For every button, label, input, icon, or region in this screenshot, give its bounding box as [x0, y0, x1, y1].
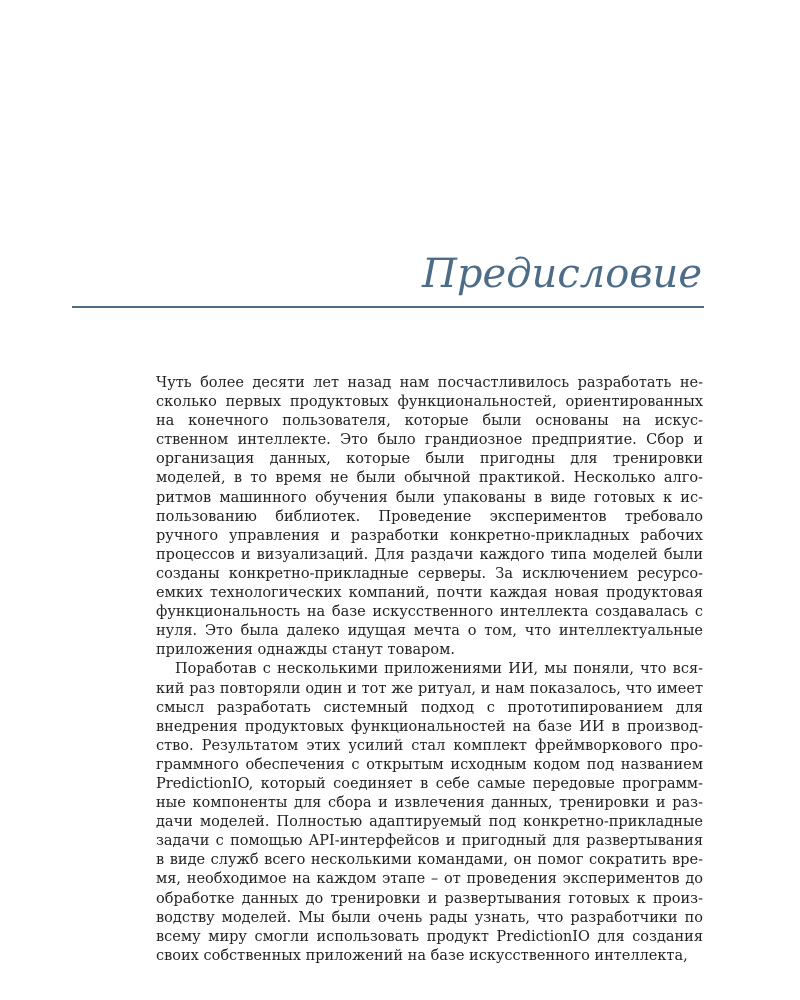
chapter-title: Предисловие	[422, 251, 702, 297]
title-divider	[72, 306, 704, 308]
body-text	[156, 374, 703, 966]
paragraph-1: Чуть более десяти лет назад нам посчастливилось разработать несколько первых продуктовых функциональностей, ориентированных на конечного пользователя, которые были основаны на искусственном интеллекте. Это было грандиозное предприятие. Сбор и организация данных, которые были пригодны для тренировки моделей, в то время не были обычной практикой. Несколько алгоритмов машинного обучения были упакованы в виде готовых к использованию библиотек. Проведение экспериментов требовало ручного управления и разработки конкретно-прикладных рабочих процессов и визуализаций. Для раздачи каждого типа моделей были созданы конкретно-прикладные серверы. За исключением ресурсоемких технологических компаний, почти каждая новая продуктовая функциональность на базе искусственного интеллекта создавалась с нуля. Это была далеко идущая мечта о том, что интеллектуальные приложения однажды станут товаром.	[156, 375, 703, 659]
paragraph-2: Поработав с несколькими приложениями ИИ, мы поняли, что всякий раз повторяли один и тот же ритуал, и нам показалось, что имеет смысл разработать системный подход с прототипированием для внедрения продуктовых функциональностей на базе ИИ в производство. Результатом этих усилий стал комплект фреймворкового программного обеспечения с открытым исходным кодом под названием PredictionIO, который соединяет в себе самые передовые программные компоненты для сбора и извлечения данных, тренировки и раздачи моделей. Полностью адаптируемый под конкретно-прикладные задачи с помощью API-интерфейсов и пригодный для развертывания в виде служб всего несколькими командами, он помог сократить время, необходимое на каждом этапе – от проведения экспериментов до обработке данных до тренировки и развертывания готовых к производству моделей. Мы были очень рады узнать, что разработчики по всему миру смогли использовать продукт PredictionIO для создания своих собственных приложений на базе искусственного интеллекта,	[156, 661, 703, 964]
